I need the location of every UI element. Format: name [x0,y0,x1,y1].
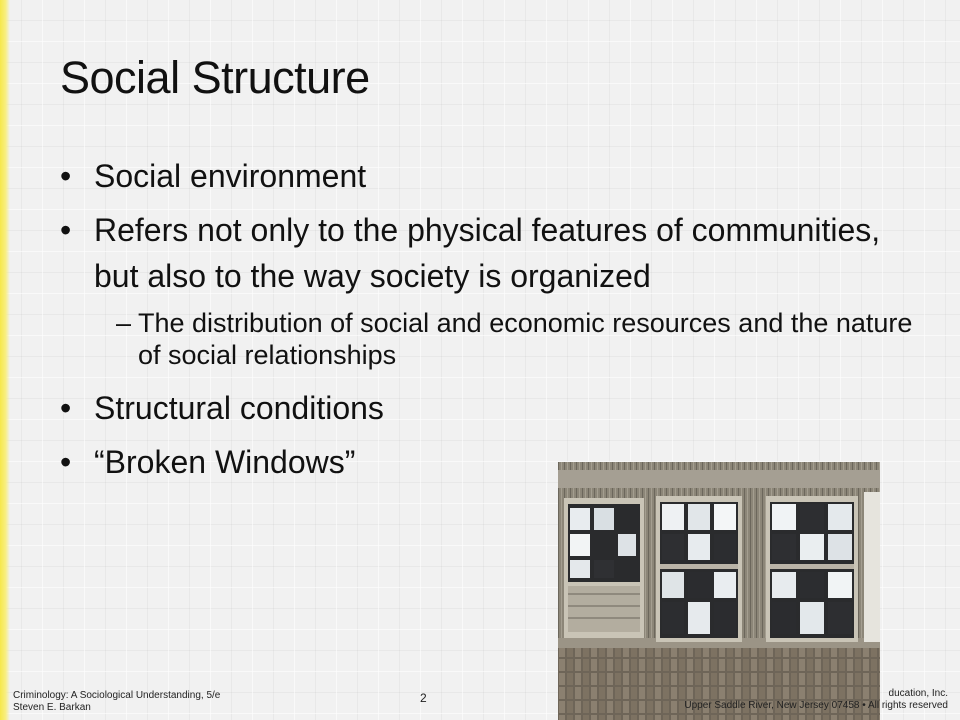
dash-glyph: – [116,308,132,338]
broken-windows-photo [558,462,880,720]
bullet-glyph: • [60,212,72,248]
bullet-list [60,153,930,493]
window-right [766,496,858,642]
footer-book-info [13,690,220,714]
footer-rights: Upper Saddle River, New Jersey 07458 • All rights reserved [684,700,948,711]
bullet-glyph: • [60,390,72,426]
bullet-glyph: • [60,158,72,194]
yellow-edge-accent [0,0,10,720]
footer-copyright [684,688,948,712]
bullet-glyph: • [60,444,72,480]
window-center [656,496,742,642]
sub-bullet-text: The distribution of social and economic resources and the nature of social relationships [138,308,913,370]
footer-author: Steven E. Barkan [13,702,91,713]
bullet-item [60,385,930,431]
page-number: 2 [420,691,427,705]
sub-bullet-item [60,307,930,371]
footer-book-title: Criminology: A Sociological Understanding, 5/e [13,690,221,701]
bullet-text: “Broken Windows” [94,444,356,480]
slide-title: Social Structure [60,52,370,103]
footer-publisher: ducation, Inc. [888,688,948,699]
window-left [564,498,644,638]
bullet-item [60,153,930,199]
bullet-item [60,207,930,299]
bullet-text: Social environment [94,158,367,194]
bullet-text: Refers not only to the physical features of communities, but also to the way society is organized [94,212,881,294]
bullet-text: Structural conditions [94,390,384,426]
